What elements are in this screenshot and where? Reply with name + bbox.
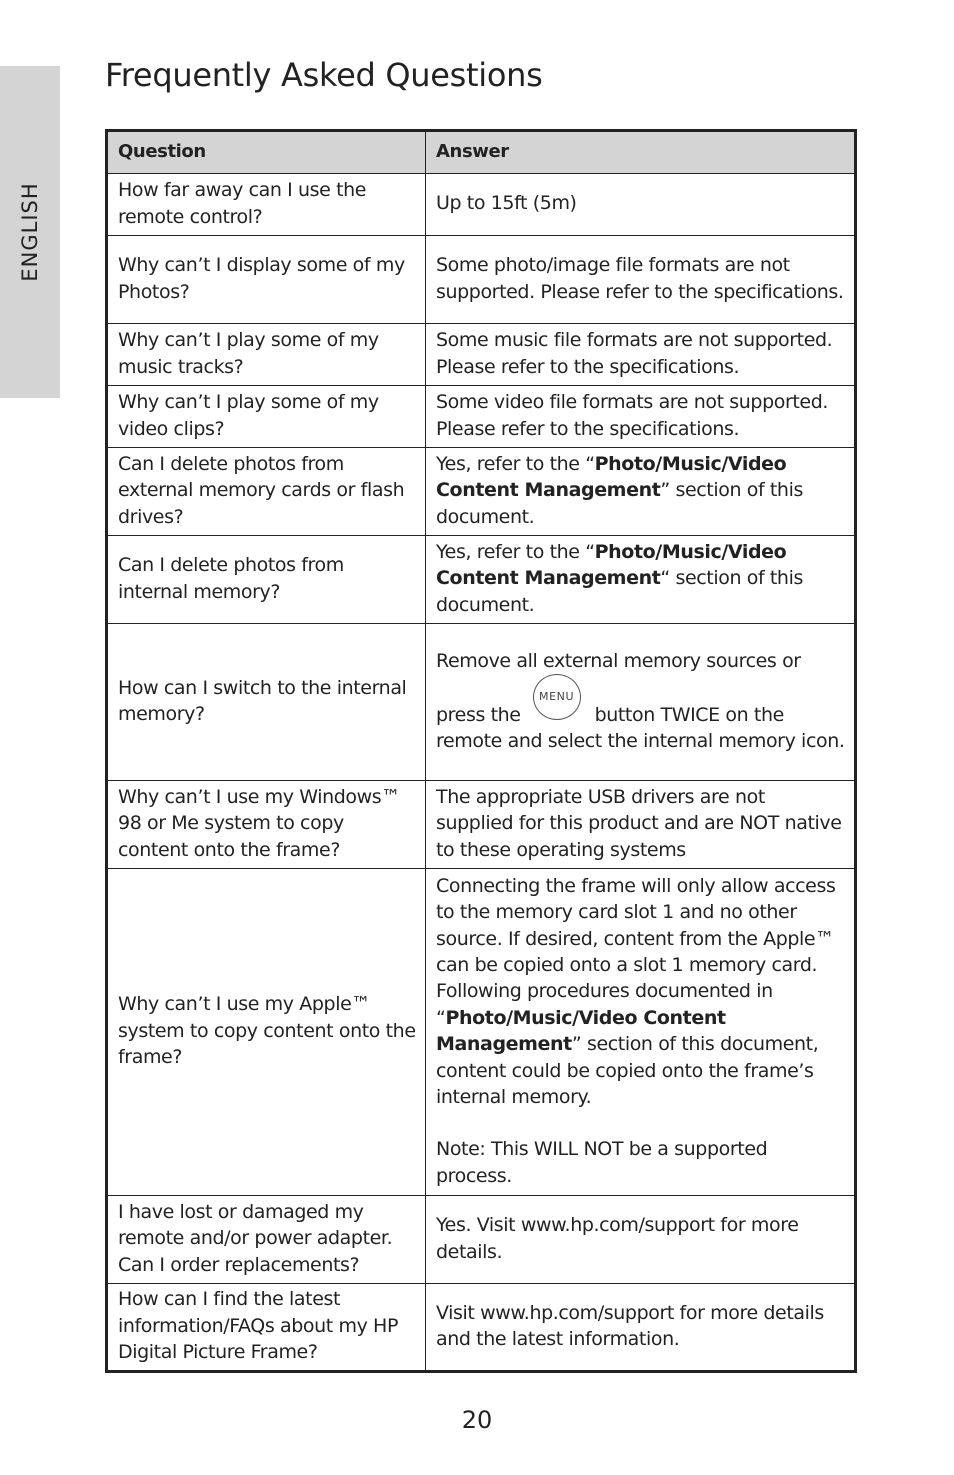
answer-cell: Some music file formats are not supported. Please refer to the specifications. (426, 324, 856, 386)
answer-cell: Some photo/image file formats are not supported. Please refer to the specifications. (426, 236, 856, 324)
answer-cell (426, 869, 856, 1196)
question-cell: How can I find the latest information/FAQs about my HP Digital Picture Frame? (107, 1284, 426, 1372)
header-question: Question (107, 131, 426, 174)
answer-cell (426, 448, 856, 536)
question-cell: Can I delete photos from internal memory? (107, 536, 426, 624)
section-reference: Photo/Music/Video Content Management (436, 1006, 726, 1056)
answer-text: ” section of this document, content could be copied onto the frame’s internal memory. (436, 1033, 819, 1109)
answer-cell: Some video file formats are not supported. Please refer to the specifications. (426, 386, 856, 448)
answer-cell (426, 624, 856, 781)
table-row (107, 386, 856, 448)
question-cell: Why can’t I play some of my music tracks? (107, 324, 426, 386)
table-row (107, 236, 856, 324)
answer-text: Remove all external memory sources or (436, 649, 801, 672)
menu-button-icon: MENU (533, 674, 581, 720)
answer-cell: Yes. Visit www.hp.com/support for more details. (426, 1196, 856, 1284)
question-cell: Why can’t I use my Apple™ system to copy content onto the frame? (107, 869, 426, 1196)
table-row (107, 174, 856, 236)
answer-note: Note: This WILL NOT be a supported process. (436, 1138, 768, 1187)
table-row (107, 324, 856, 386)
page-title: Frequently Asked Questions (105, 56, 543, 94)
table-row (107, 536, 856, 624)
header-answer: Answer (426, 131, 856, 174)
table-header-row (107, 131, 856, 174)
answer-cell: Visit www.hp.com/support for more details and the latest information. (426, 1284, 856, 1372)
table-row (107, 1196, 856, 1284)
question-cell: Can I delete photos from external memory cards or flash drives? (107, 448, 426, 536)
answer-text: “ section of this document. (436, 567, 803, 616)
language-tab-label: ENGLISH (18, 182, 42, 282)
menu-instruction (436, 674, 846, 728)
answer-text: Yes, refer to the “ (436, 540, 595, 563)
table-row (107, 1284, 856, 1372)
table-row (107, 781, 856, 869)
answer-text: Yes, refer to the “ (436, 452, 595, 475)
answer-cell: The appropriate USB drivers are not supplied for this product and are NOT native to these operating systems (426, 781, 856, 869)
answer-cell (426, 536, 856, 624)
table-row (107, 624, 856, 781)
answer-paragraph (436, 873, 846, 1111)
answer-text: remote and select the internal memory icon. (436, 730, 845, 752)
question-cell: How can I switch to the internal memory? (107, 624, 426, 781)
table-row (107, 869, 856, 1196)
section-reference: Photo/Music/Video Content Management (436, 452, 787, 502)
faq-table (105, 129, 857, 1373)
answer-text: ” section of this document. (436, 479, 803, 528)
answer-text: press the (436, 703, 521, 726)
page-number: 20 (461, 1406, 493, 1434)
section-reference: Photo/Music/Video Content Management (436, 540, 787, 590)
question-cell: Why can’t I play some of my video clips? (107, 386, 426, 448)
question-cell: I have lost or damaged my remote and/or power adapter. Can I order replacements? (107, 1196, 426, 1284)
question-cell: How far away can I use the remote control? (107, 174, 426, 236)
question-cell: Why can’t I display some of my Photos? (107, 236, 426, 324)
question-cell: Why can’t I use my Windows™ 98 or Me system to copy content onto the frame? (107, 781, 426, 869)
answer-cell: Up to 15ft (5m) (426, 174, 856, 236)
answer-text: Connecting the frame will only allow access to the memory card slot 1 and no other source. If desired, content from the Apple™ can be copied onto a slot 1 memory card. Following procedures documented in “ (436, 874, 836, 1029)
table-row (107, 448, 856, 536)
answer-text: button TWICE on the (594, 703, 784, 726)
